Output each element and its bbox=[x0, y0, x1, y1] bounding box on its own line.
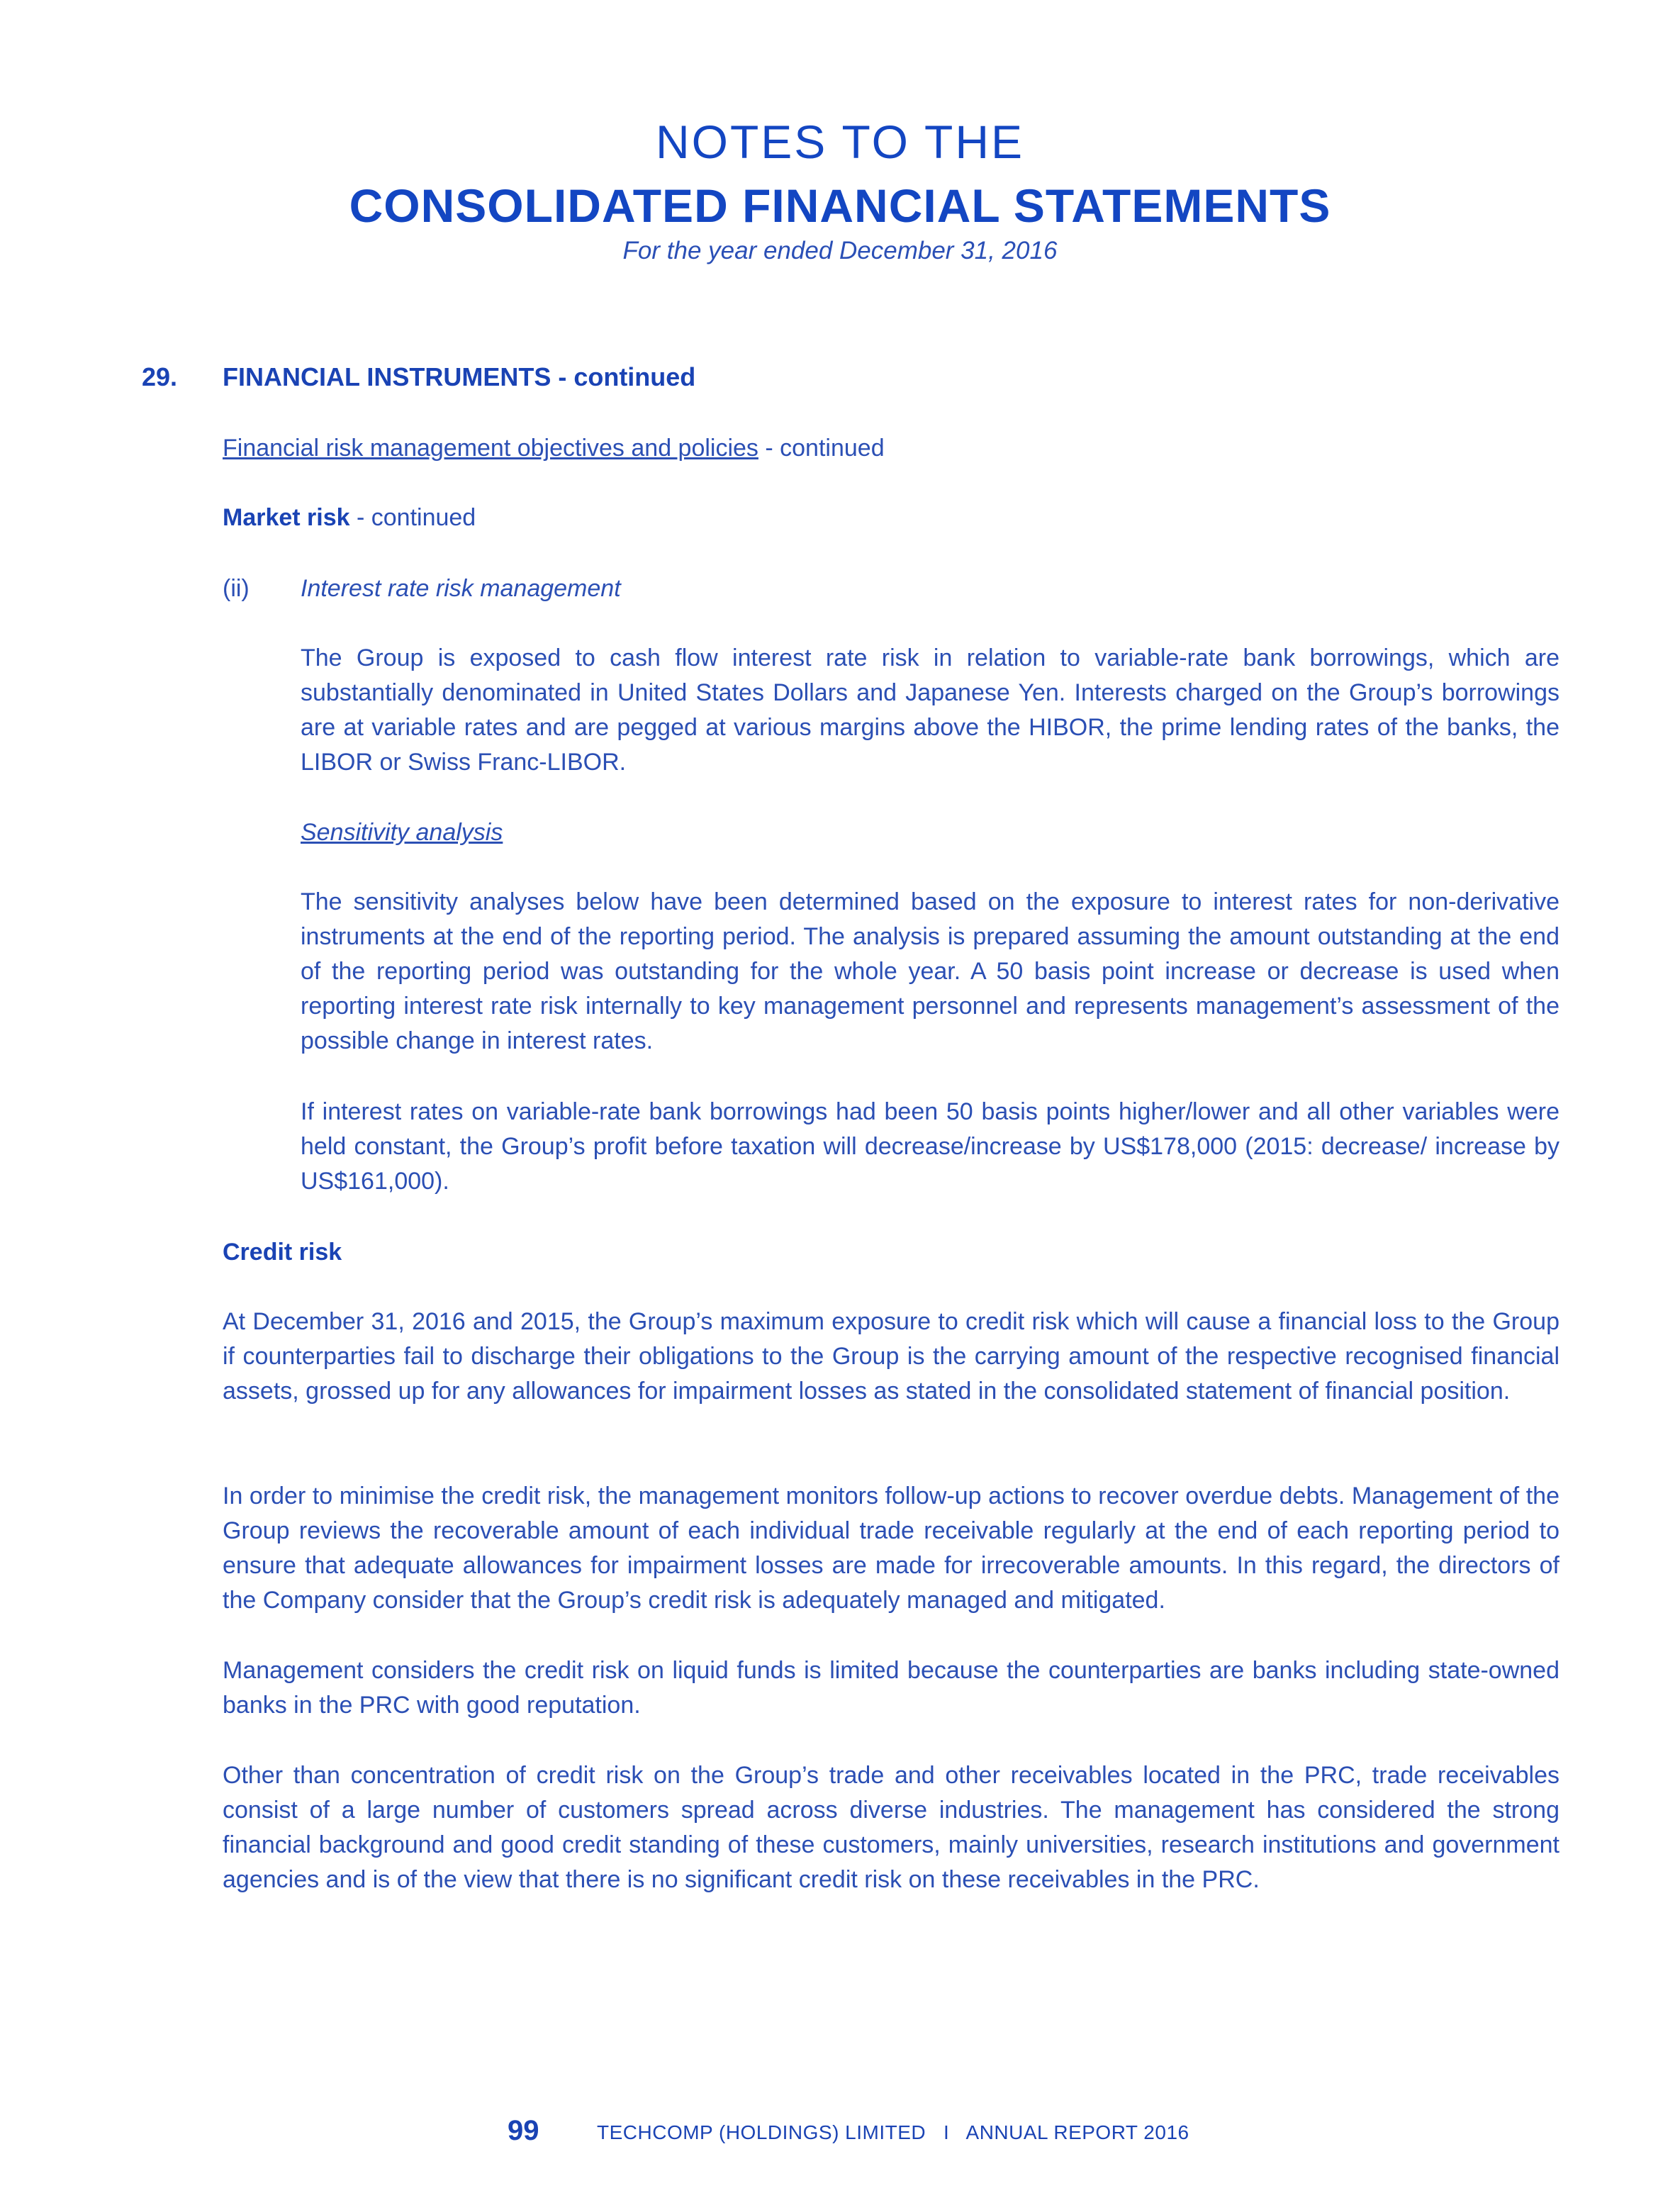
credit-risk-paragraph-1: At December 31, 2016 and 2015, the Group’s maximum exposure to credit risk which will cause a financial loss to the Group if counterparties fail to discharge their obligations to the Group is the carrying amount of the respective recognised financial assets, grossed up for any allowances for impairment losses as stated in the consolidated statement of financial position. bbox=[223, 1308, 1559, 1405]
market-risk-suffix: - continued bbox=[349, 504, 476, 531]
page-footer bbox=[0, 2113, 1680, 2148]
subheading-underlined: Financial risk management objectives and policies bbox=[223, 435, 758, 462]
interest-rate-paragraph: The Group is exposed to cash flow interest rate risk in relation to variable-rate bank borrowings, which are substantially denominated in United States Dollars and Japanese Yen. Interests charged on the Group’s borrowings are at variable rates and are pegged at various margins above the HIBOR, the prime lending rates of the banks, the LIBOR or Swiss Franc-LIBOR. bbox=[301, 644, 1559, 776]
credit-risk-heading: Credit risk bbox=[223, 1239, 342, 1266]
sensitivity-paragraph-2: If interest rates on variable-rate bank borrowings had been 50 basis points higher/lower and all other variables were held constant, the Group’s profit before taxation will decrease/increase by US$178,000 (2015: decrease/ increase by US$161,000). bbox=[301, 1098, 1559, 1195]
sensitivity-paragraph-1: The sensitivity analyses below have been determined based on the exposure to interest rates for non-derivative instruments at the end of the reporting period. The analysis is prepared assuming the amount outstanding at the end of the reporting period was outstanding for the whole year. A 50 basis point increase or decrease is used when reporting interest rate risk internally to key management personnel and represents management’s assessment of the possible change in interest rates. bbox=[301, 888, 1559, 1054]
page-header-notes: NOTES TO THE bbox=[655, 116, 1025, 168]
page-header-period: For the year ended December 31, 2016 bbox=[622, 237, 1058, 264]
credit-risk-paragraph-3: Management considers the credit risk on liquid funds is limited because the counterparties are banks including state-owned banks in the PRC with good reputation. bbox=[223, 1657, 1559, 1719]
sensitivity-heading: Sensitivity analysis bbox=[301, 819, 503, 846]
page-header-title: CONSOLIDATED FINANCIAL STATEMENTS bbox=[349, 179, 1331, 232]
interest-rate-heading: Interest rate risk management bbox=[301, 575, 621, 602]
subheading-line bbox=[223, 431, 885, 465]
list-marker-ii: (ii) bbox=[223, 575, 250, 602]
footer-text: TECHCOMP (HOLDINGS) LIMITED I ANNUAL REPORT 2016 bbox=[597, 2121, 1189, 2143]
credit-risk-paragraph-2: In order to minimise the credit risk, the management monitors follow-up actions to recover overdue debts. Management of the Group reviews the recoverable amount of each individual trade receivable regularly at the end of each reporting period to ensure that adequate allowances for impairment losses are made for irrecoverable amounts. In this regard, the directors of the Company consider that the Group’s credit risk is adequately managed and mitigated. bbox=[223, 1483, 1559, 1614]
subheading-suffix: - continued bbox=[758, 435, 885, 462]
credit-risk-paragraph-4: Other than concentration of credit risk on the Group’s trade and other receivables located in the PRC, trade receivables consist of a large number of customers spread across diverse industries. The management has considered the strong financial background and good credit standing of these customers, mainly universities, research institutions and government agencies and is of the view that there is no significant credit risk on these receivables in the PRC. bbox=[223, 1762, 1559, 1893]
section-number: 29. bbox=[142, 362, 178, 391]
market-risk-line bbox=[223, 501, 476, 535]
section-title: FINANCIAL INSTRUMENTS - continued bbox=[223, 362, 696, 391]
page-number: 99 bbox=[508, 2115, 539, 2146]
market-risk-heading: Market risk bbox=[223, 504, 350, 531]
